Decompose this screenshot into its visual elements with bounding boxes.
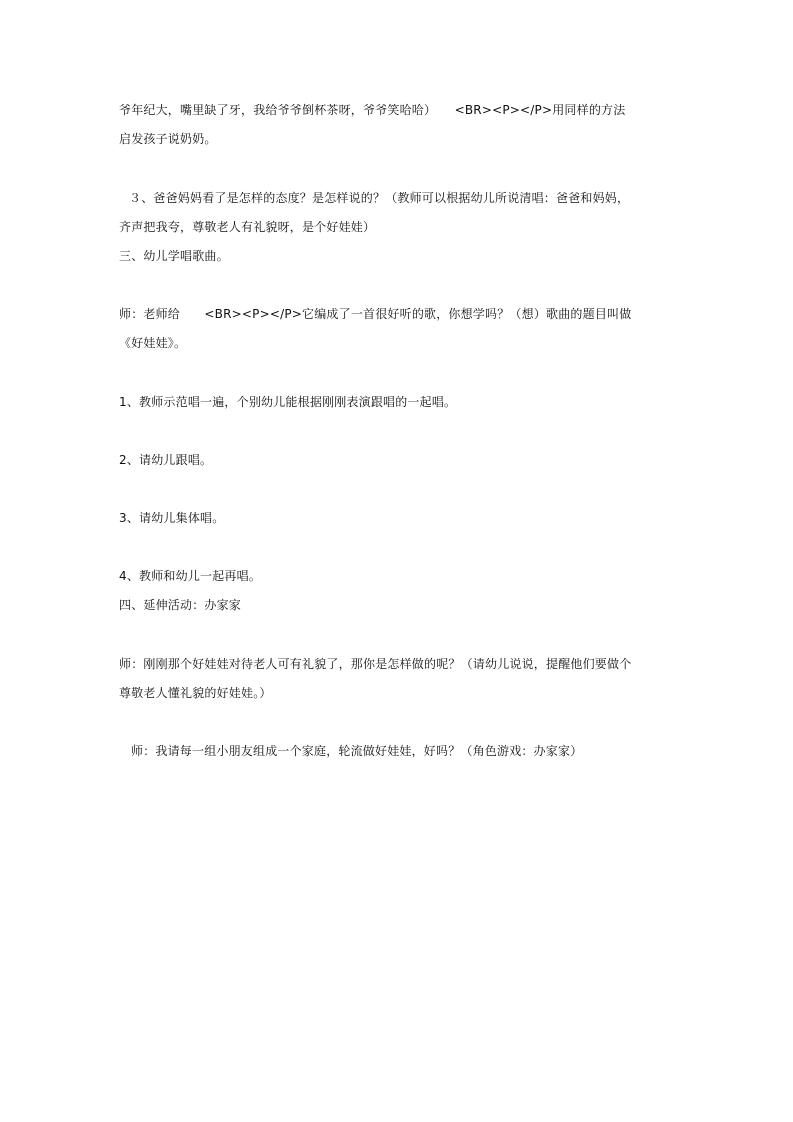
list-item-3: 3、请幼儿集体唱。	[119, 511, 225, 525]
paragraph-line-2: 启发孩子说奶奶。	[119, 132, 217, 146]
list-item-4: 4、教师和幼儿一起再唱。	[119, 569, 262, 583]
list-item-2: 2、请幼儿跟唱。	[119, 453, 213, 467]
paragraph-line-7: 《好娃娃》。	[119, 336, 187, 350]
paragraph-line-6: 师：老师给 <BR><P></P>它编成了一首很好听的歌，你想学吗？（想）歌曲的题目叫做	[119, 307, 632, 321]
paragraph-line-14: 尊敬老人懂礼貌的好娃娃。）	[119, 686, 272, 700]
paragraph-line-15: 师：我请每一组小朋友组成一个家庭，轮流做好娃娃，好吗？（角色游戏：办家家）	[131, 744, 583, 758]
paragraph-line-3: ３、爸爸妈妈看了是怎样的态度？是怎样说的？（教师可以根据幼儿所说清唱：爸爸和妈妈，	[129, 191, 630, 205]
section-heading-4: 四、延伸活动：办家家	[119, 598, 242, 612]
paragraph-line-1: 爷年纪大，嘴里缺了牙，我给爷爷倒杯茶呀，爷爷笑哈哈） <BR><P></P>用同样的方法	[119, 103, 626, 117]
section-heading-3: 三、幼儿学唱歌曲。	[119, 249, 229, 263]
paragraph-line-4: 齐声把我夸，尊敬老人有礼貌呀，是个好娃娃）	[119, 220, 376, 234]
list-item-1: 1、教师示范唱一遍，个别幼儿能根据刚刚表演跟唱的一起唱。	[119, 395, 457, 409]
paragraph-line-13: 师：刚刚那个好娃娃对待老人可有礼貌了，那你是怎样做的呢？（请幼儿说说，提醒他们要做个	[119, 657, 632, 671]
